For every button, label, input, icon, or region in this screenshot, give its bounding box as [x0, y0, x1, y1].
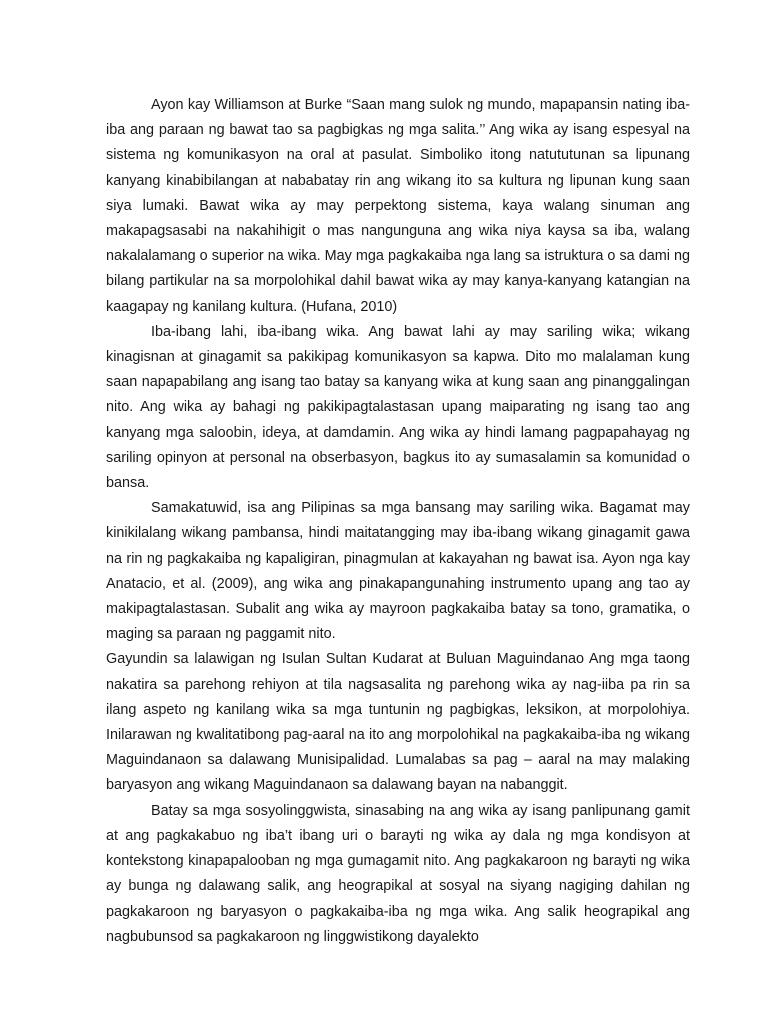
paragraph-williamson-burke: Ayon kay Williamson at Burke “Saan mang sulok ng mundo, mapapansin nating iba-iba ang paraan ng bawat tao sa pagbigkas ng mga salita.’’ Ang wika ay isang espesyal na sistema ng komunikasyon na oral at pasulat. Simboliko itong natututunan sa lipunang kanyang kinabibilangan at nababatay rin ang wikang ito sa kultura ng lipunan kung saan siya lumaki. Bawat wika ay may perpektong sistema, kaya walang sinuman ang makapagsasabi na nakahihigit o mas nangunguna ang wika niya kaysa sa iba, walang nakalalamang o superior na wika. May mga pagkakaiba nga lang sa istruktura o sa dami ng bilang partikular na sa morpolohikal dahil bawat wika ay may kanya-kanyang katangian na kaagapay ng kanilang kultura. (Hufana, 2010) [106, 97, 690, 315]
document-body [106, 93, 690, 950]
paragraph-gayundin: Gayundin sa lalawigan ng Isulan Sultan Kudarat at Buluan Maguindanao Ang mga taong nakatira sa parehong rehiyon at tila nagsasalita ng parehong wika ay nag-iiba pa rin sa ilang aspeto ng kanilang wika sa mga tuntunin ng pagbigkas, leksikon, at morpolohiya. Inilarawan ng kwalitatibong pag-aaral na ito ang morpolohikal na pagkakaiba-iba ng wikang Maguindanaon sa dalawang Munisipalidad. Lumalabas sa pag – aaral na may malaking baryasyon ang wikang Maguindanaon sa dalawang bayan na nabanggit. [106, 651, 690, 794]
paragraph-samakatuwid: Samakatuwid, isa ang Pilipinas sa mga bansang may sariling wika. Bagamat may kinikilalang wikang pambansa, hindi maitatangging may iba-ibang wikang ginagamit gawa na rin ng pagkakaiba ng kapaligiran, pinagmulan at kakayahan ng bawat isa. Ayon nga kay Anatacio, et al. (2009), ang wika ang pinakapangunahing instrumento upang ang tao ay makipagtalastasan. Subalit ang wika ay mayroon pagkakaiba batay sa tono, gramatika, o maging sa paraan ng paggamit nito. [106, 500, 690, 643]
paragraph-sosyolinggwista: Batay sa mga sosyolinggwista, sinasabing na ang wika ay isang panlipunang gamit at ang pagkakabuo ng iba’t ibang uri o barayti ng wika ay dala ng mga kondisyon at kontekstong kinapapalooban ng mga gumagamit nito. Ang pagkakaroon ng barayti ng wika ay bunga ng dalawang salik, ang heograpikal at sosyal na siyang nagiging dahilan ng pagkakaroon ng baryasyon o pagkakaiba-iba ng mga wika. Ang salik heograpikal ang nagbubunsod sa pagkakaroon ng linggwistikong dayalekto [106, 802, 690, 945]
paragraph-iba-ibang-lahi: Iba-ibang lahi, iba-ibang wika. Ang bawat lahi ay may sariling wika; wikang kinagisnan at ginagamit sa pakikipag komunikasyon sa kapwa. Dito mo malalaman kung saan napapabilang ang isang tao batay sa kanyang wika at kung saan ang pinanggalingan nito. Ang wika ay bahagi ng pakikipagtalastasan upang maiparating ng isang tao ang kanyang mga saloobin, ideya, at damdamin. Ang wika ay hindi lamang pagpapahayag ng sariling opinyon at personal na obserbasyon, bagkus ito ay sumasalamin sa komunidad o bansa. [106, 323, 690, 492]
